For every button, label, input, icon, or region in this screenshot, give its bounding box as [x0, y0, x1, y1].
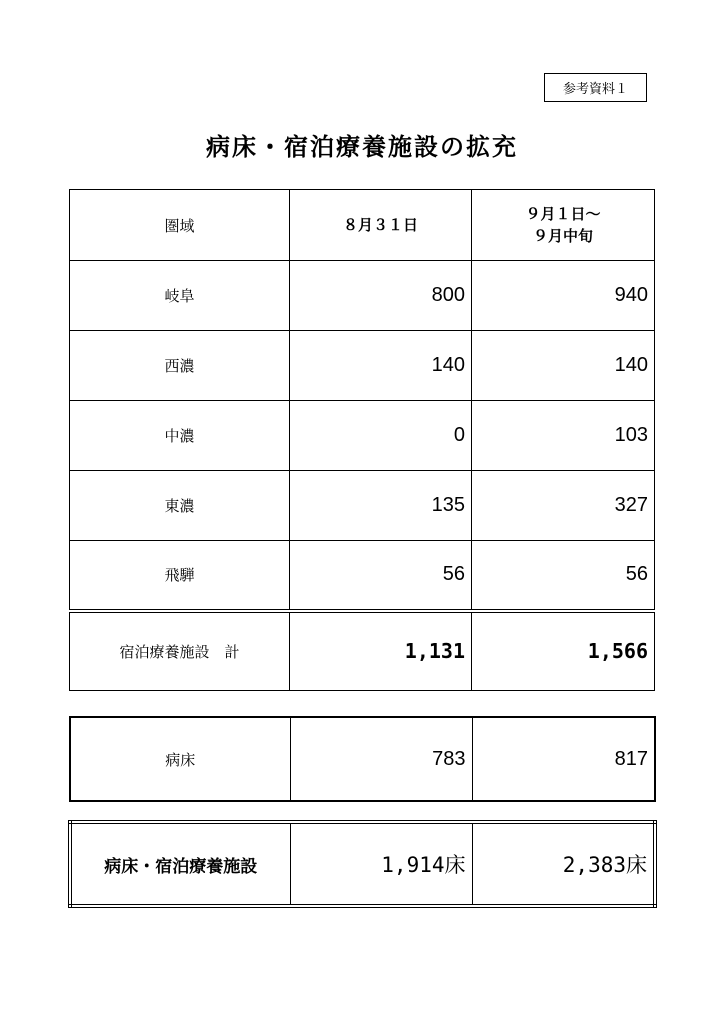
- total-aug31: 1,131: [290, 611, 472, 691]
- table-row: [70, 331, 655, 401]
- beds-table: [69, 716, 656, 802]
- header-region: 圏域: [70, 190, 290, 261]
- header-sep-line1: ９月１日～: [525, 205, 601, 223]
- table-row: [70, 261, 655, 331]
- total-label: 宿泊療養施設 計: [70, 611, 290, 691]
- region-cell: 中濃: [70, 401, 290, 471]
- grand-total-label: 病床・宿泊療養施設: [70, 822, 290, 906]
- beds-label: 病床: [70, 717, 290, 801]
- beds-sep: 817: [472, 717, 655, 801]
- sep-cell: 103: [472, 401, 655, 471]
- header-aug31: ８月３１日: [290, 190, 472, 261]
- header-sep: [472, 190, 655, 261]
- grand-total-table: [68, 820, 657, 908]
- total-sep: 1,566: [472, 611, 655, 691]
- table-row: [70, 471, 655, 541]
- region-cell: 飛騨: [70, 541, 290, 611]
- grand-total-sep: 2,383床: [472, 822, 655, 906]
- aug31-cell: 56: [290, 541, 472, 611]
- grand-total-row: [70, 822, 655, 906]
- sep-cell: 940: [472, 261, 655, 331]
- sep-cell: 140: [472, 331, 655, 401]
- region-cell: 東濃: [70, 471, 290, 541]
- table-header-row: [70, 190, 655, 261]
- beds-row: [70, 717, 655, 801]
- table-row: [70, 541, 655, 611]
- page-title: 病床・宿泊療養施設の拡充: [206, 133, 518, 161]
- region-cell: 西濃: [70, 331, 290, 401]
- sep-cell: 56: [472, 541, 655, 611]
- sep-cell: 327: [472, 471, 655, 541]
- table-row: [70, 401, 655, 471]
- header-sep-line2: ９月中旬: [532, 227, 593, 245]
- reference-tag: 参考資料１: [544, 73, 647, 102]
- grand-total-aug31: 1,914床: [290, 822, 472, 906]
- region-cell: 岐阜: [70, 261, 290, 331]
- aug31-cell: 135: [290, 471, 472, 541]
- aug31-cell: 800: [290, 261, 472, 331]
- beds-aug31: 783: [290, 717, 472, 801]
- aug31-cell: 0: [290, 401, 472, 471]
- aug31-cell: 140: [290, 331, 472, 401]
- total-row: [70, 611, 655, 691]
- facility-table: [69, 189, 655, 691]
